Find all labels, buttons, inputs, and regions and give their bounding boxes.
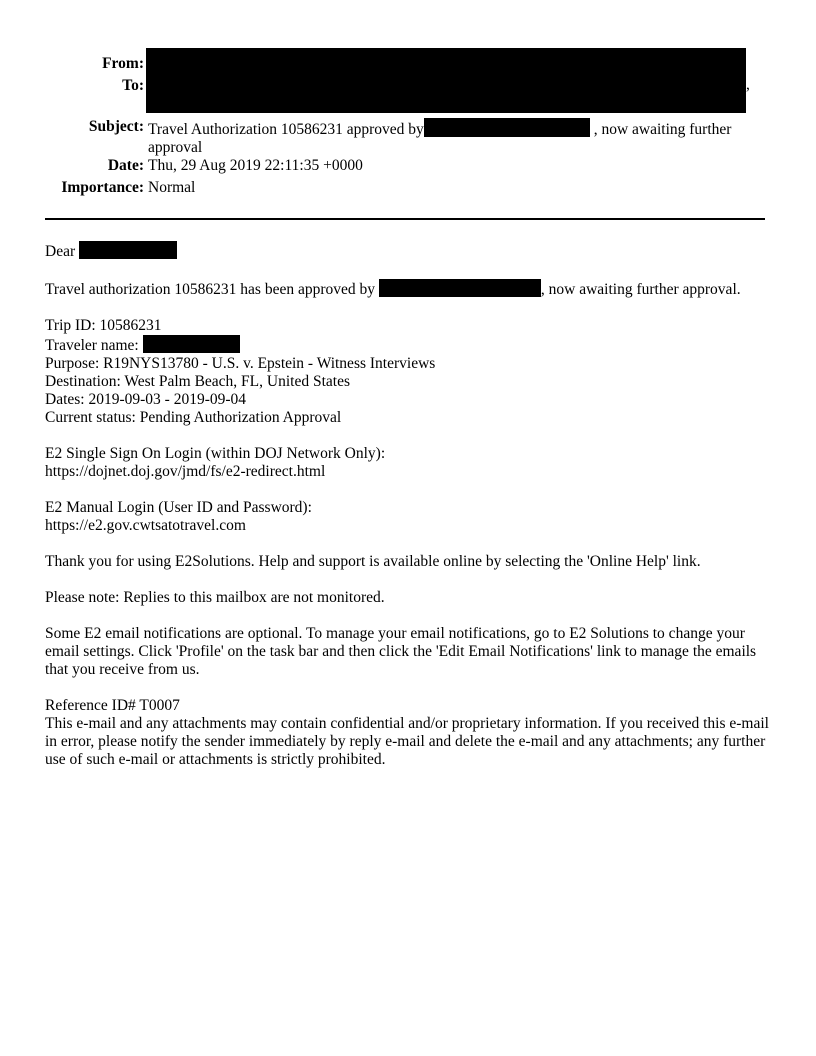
redacted-recipient-name — [79, 241, 177, 259]
to-trailing-comma: , — [746, 76, 750, 93]
approval-prefix: Travel authorization 10586231 has been approved by — [45, 281, 376, 298]
header-divider — [45, 218, 765, 220]
to-label: To: — [122, 77, 144, 94]
redacted-approver-body — [379, 279, 541, 297]
greeting-text: Dear — [45, 243, 76, 260]
redacted-from-to — [146, 48, 746, 113]
subject-label: Subject: — [88, 118, 144, 135]
thanks-text: Thank you for using E2Solutions. Help and support is available online by selecting the 'Online Help' link. — [45, 553, 701, 570]
traveler-label: Traveler name: — [45, 337, 139, 354]
sso-url[interactable]: https://dojnet.doj.gov/jmd/fs/e2-redirect.html — [45, 463, 326, 480]
sso-section — [45, 445, 773, 481]
manual-login-url[interactable]: https://e2.gov.cwtsatotravel.com — [45, 517, 246, 534]
trip-details — [45, 317, 773, 427]
mailbox-note: Please note: Replies to this mailbox are not monitored. — [45, 589, 385, 606]
approval-line — [45, 279, 773, 299]
manual-login-label: E2 Manual Login (User ID and Password): — [45, 499, 312, 516]
redacted-traveler-name — [143, 335, 240, 353]
manual-login-section — [45, 499, 773, 535]
subject-suffix: , now awaiting further approval — [148, 121, 732, 156]
approval-suffix: , now awaiting further approval. — [540, 281, 741, 298]
disclaimer: This e-mail and any attachments may contain confidential and/or proprietary information. If you received this e-mail in error, please notify the sender immediately by reply e-mail and delete the e-mail and any attachments; any further use of such e-mail or attachments is strictly prohibited. — [45, 715, 769, 768]
importance-value: Normal — [148, 179, 196, 196]
reference-id: Reference ID# T0007 — [45, 697, 180, 714]
from-label: From: — [102, 55, 144, 72]
trip-dates: Dates: 2019-09-03 - 2019-09-04 — [45, 391, 247, 408]
date-value: Thu, 29 Aug 2019 22:11:35 +0000 — [148, 157, 363, 174]
importance-label: Importance: — [61, 179, 144, 196]
sso-label: E2 Single Sign On Login (within DOJ Network Only): — [45, 445, 386, 462]
traveler-line — [45, 335, 773, 355]
optional-notifications-text: Some E2 email notifications are optional. To manage your email notifications, go to E2 Solutions to change your email settings. Click 'Profile' on the task bar and then click the 'Edit Email Notifications' link to manage the emails that you receive from us. — [45, 625, 757, 678]
greeting — [45, 241, 773, 261]
email-body — [45, 241, 773, 787]
trip-purpose: Purpose: R19NYS13780 - U.S. v. Epstein - Witness Interviews — [45, 355, 436, 372]
trip-status: Current status: Pending Authorization Approval — [45, 409, 342, 426]
redacted-approver-subject — [424, 118, 590, 137]
date-label: Date: — [107, 157, 144, 174]
trip-destination: Destination: West Palm Beach, FL, United States — [45, 373, 350, 390]
trip-id: Trip ID: 10586231 — [45, 317, 162, 334]
subject-prefix: Travel Authorization 10586231 approved by — [148, 121, 424, 138]
subject-value — [148, 118, 768, 157]
footer — [45, 697, 773, 769]
